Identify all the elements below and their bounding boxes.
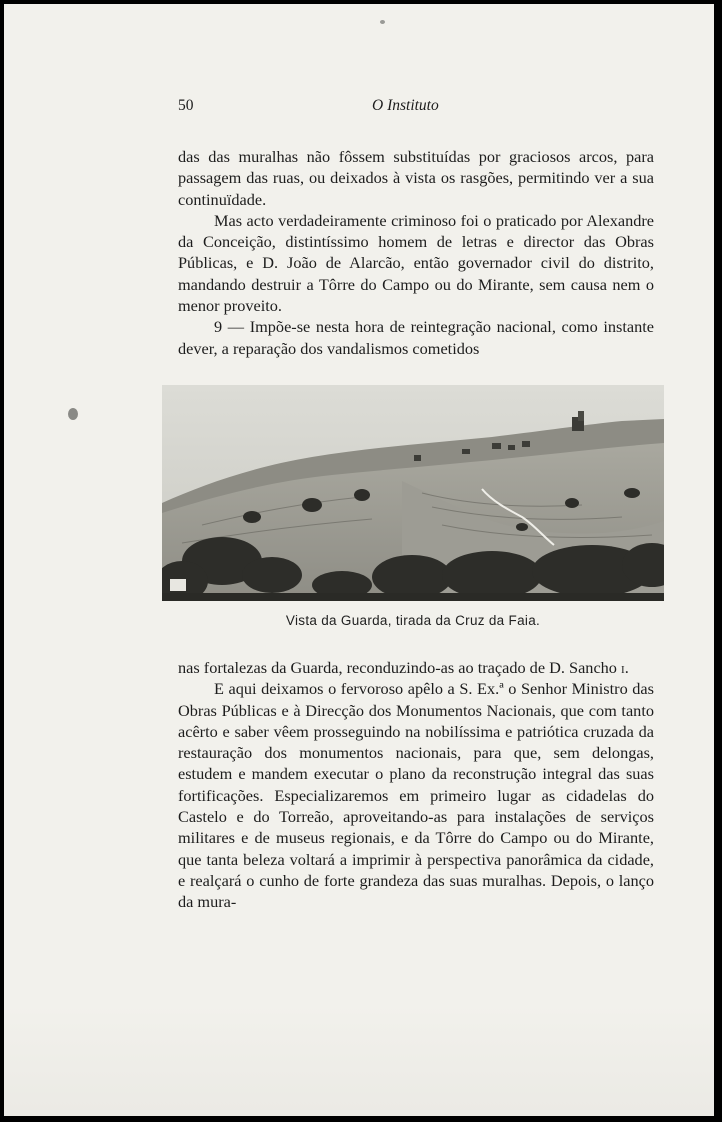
text-block-top [178, 146, 654, 359]
scan-shading [4, 1004, 714, 1116]
page-number: 50 [178, 97, 194, 114]
dust-speck [68, 408, 78, 420]
paragraph-continuation: das das muralhas não fôssem substituídas por graciosos arcos, para passagem das ruas, ou deixados à vista os rasgões, permitindo ver a sua continuïdade. [178, 147, 654, 209]
running-head [176, 97, 656, 119]
paragraph-appeal: E aqui deixamos o fervoroso apêlo a S. Ex.ª o Senhor Ministro das Obras Públicas e à Direcção dos Monumentos Nacionais, que com tanto acêrto e saber vêem prosseguindo na nobilíssima e patriótica cruzada da restauração dos monumentos nacionais, para que, sem delongas, estudem e mandem executar o plano da reconstrução integral das suas fortificações. Especializaremos em primeiro lugar as cidadelas do Castelo e do Torreão, aproveitando-as para instalações de serviços militares e de museus regionais, e da Tôrre do Campo ou do Mirante, que tanta beleza voltará a imprimir à perspectiva panorâmica da cidade, e realçará o cunho de forte grandeza das suas muralhas. Depois, o lanço da mura- [178, 679, 654, 912]
paragraph-section-9: 9 — Impõe-se nesta hora de reintegração nacional, como instante dever, a reparação dos vandalismos cometidos [178, 317, 654, 358]
paragraph-fortresses-end: . [624, 658, 629, 677]
dust-speck [380, 20, 385, 24]
paragraph-crime: Mas acto verdadeiramente criminoso foi o praticado por Alexandre da Conceição, distintíssimo homem de letras e director das Obras Públicas, e D. João de Alarcão, então governador civil do distrito, mandando destruir a Tôrre do Campo ou do Mirante, sem causa nem o menor proveito. [178, 210, 654, 316]
regnal-numeral: i [621, 658, 625, 677]
foreground-shadow [162, 593, 664, 601]
text-block-bottom [178, 657, 654, 913]
journal-title: O Instituto [372, 97, 439, 114]
scanned-page [4, 4, 714, 1116]
figure-caption: Vista da Guarda, tirada da Cruz da Faia. [285, 613, 541, 628]
photograph-guarda-view [162, 385, 664, 601]
paragraph-fortresses [178, 657, 654, 678]
castle-tower [578, 411, 584, 421]
farmhouse [170, 579, 186, 591]
paragraph-fortresses-text: nas fortalezas da Guarda, reconduzindo-as ao traçado de D. Sancho [178, 658, 617, 677]
landscape-photo [162, 385, 664, 601]
